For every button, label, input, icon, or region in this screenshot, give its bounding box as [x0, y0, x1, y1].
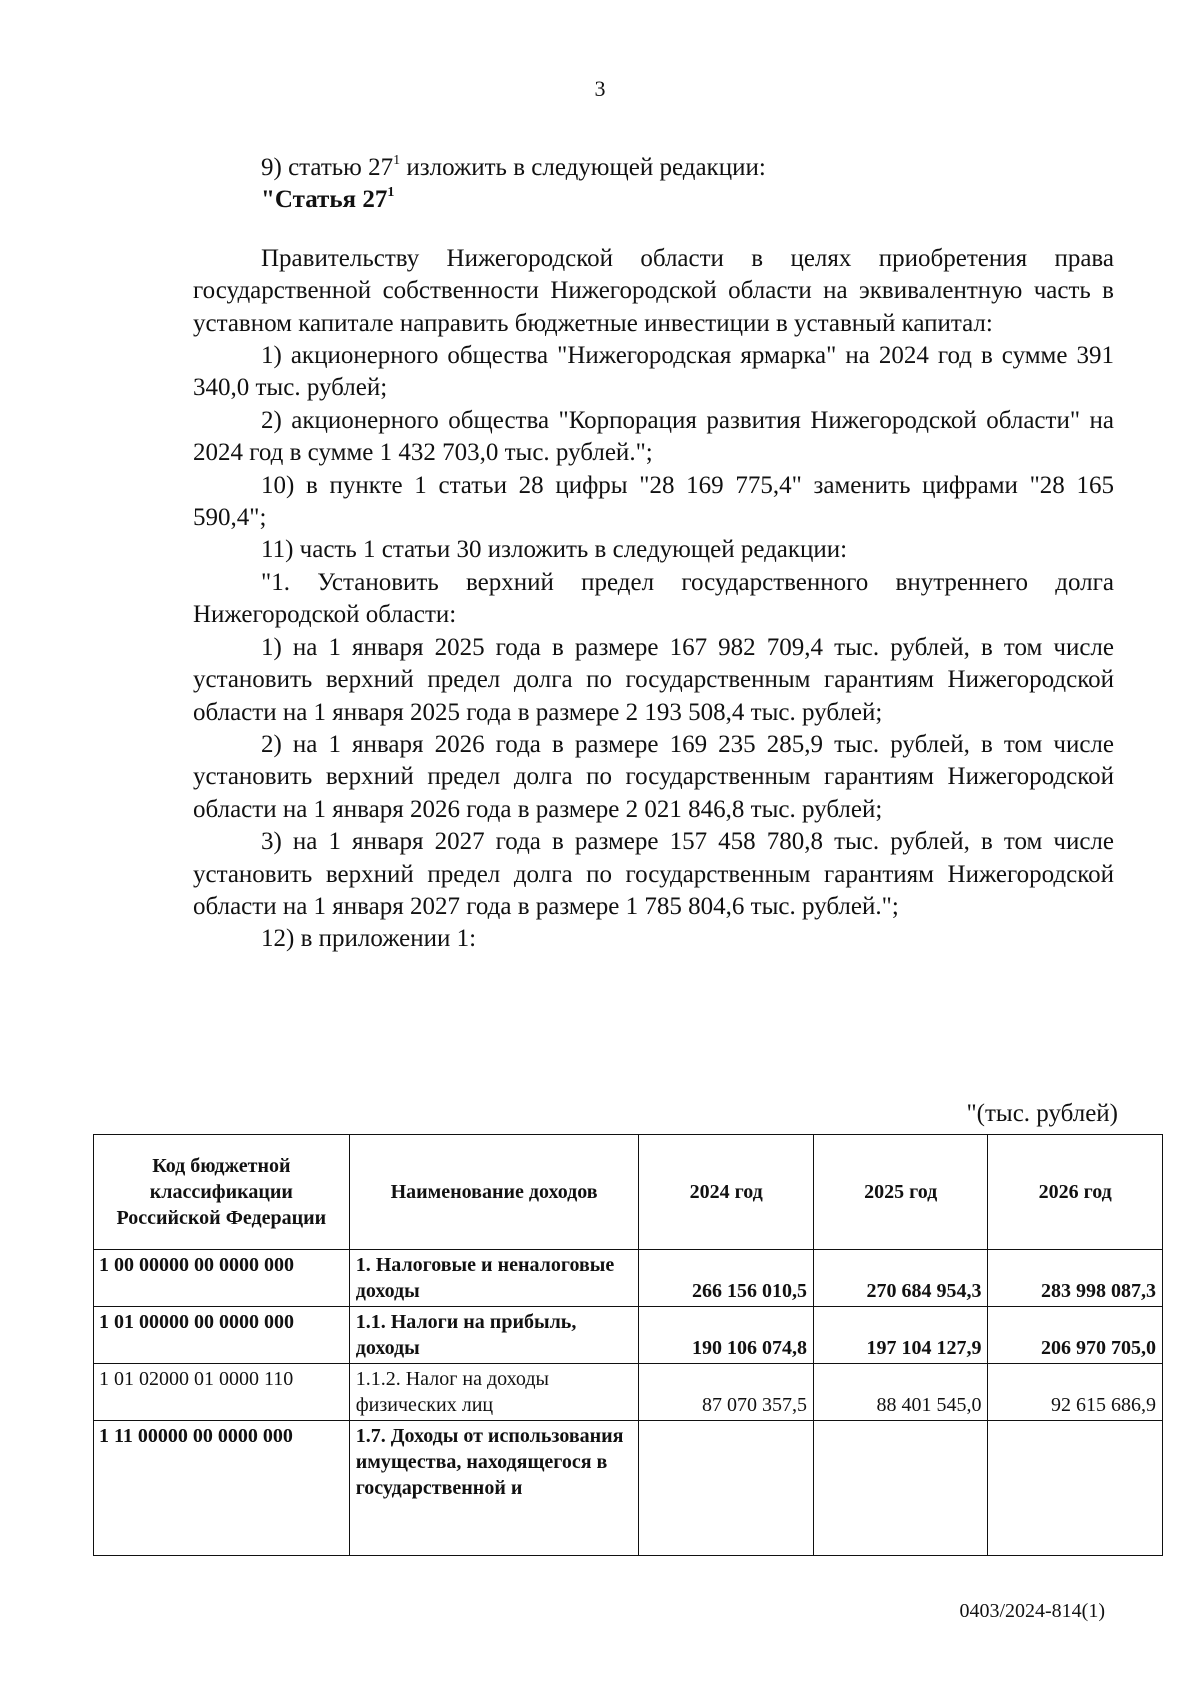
paragraph-text: 3) на 1 января 2027 года в размере 157 458 780,8 тыс. рублей, в том числе установить верхний предел долга по государственным гарантиям Нижегородской области на 1 января 2027 года в размере 1 785 804,6 тыс. рублей."; [193, 828, 1114, 920]
paragraph-text: 1) акционерного общества "Нижегородская ярмарка" на 2024 год в сумме 391 340,0 тыс. рублей; [193, 342, 1114, 402]
table-row [94, 1364, 1163, 1421]
table-row [94, 1421, 1163, 1556]
superscript: 1 [393, 153, 401, 168]
paragraph [193, 567, 1114, 632]
paragraph-text: 10) в пункте 1 статьи 28 цифры "28 169 775,4" заменить цифрами "28 165 590,4"; [193, 471, 1114, 532]
table-row [94, 1307, 1163, 1364]
paragraph-text: 12) в приложении 1: [261, 925, 477, 953]
paragraph [193, 729, 1114, 826]
row-value-2024 [639, 1421, 814, 1556]
row-code: 1 11 00000 00 0000 000 [94, 1421, 350, 1556]
paragraph [193, 534, 1114, 566]
paragraph-gap [193, 217, 1114, 243]
row-code: 1 00 00000 00 0000 000 [94, 1250, 350, 1307]
row-value-2026: 283 998 087,3 [988, 1250, 1163, 1307]
paragraph-text: 11) часть 1 статьи 30 изложить в следующей редакции: [261, 536, 848, 564]
row-code: 1 01 00000 00 0000 000 [94, 1307, 350, 1364]
header-2025: 2025 год [813, 1135, 988, 1250]
paragraph [193, 340, 1114, 405]
row-value-2024: 266 156 010,5 [639, 1250, 814, 1307]
paragraph [193, 243, 1114, 340]
page-number: 3 [594, 76, 606, 101]
paragraph [193, 405, 1114, 470]
header-2024: 2024 год [639, 1135, 814, 1250]
paragraph-text: изложить в следующей редакции: [400, 154, 766, 181]
paragraph [193, 923, 1114, 955]
row-value-2024: 87 070 357,5 [639, 1364, 814, 1421]
document-code: 0403/2024-814(1) [959, 1600, 1105, 1622]
row-value-2025: 197 104 127,9 [813, 1307, 988, 1364]
header-2026: 2026 год [988, 1135, 1163, 1250]
row-value-2025: 270 684 954,3 [813, 1250, 988, 1307]
paragraph-text: 2) акционерного общества "Корпорация развития Нижегородской области" на 2024 год в сумме 1 432 703,0 тыс. рублей."; [193, 406, 1114, 467]
paragraph-text: 2) на 1 января 2026 года в размере 169 235 285,9 тыс. рублей, в том числе установить верхний предел долга по государственным гарантиям Нижегородской области на 1 января 2026 года в размере 2 021 846,8 тыс. рублей; [193, 730, 1114, 823]
row-name: 1.1.2. Налог на доходы физических лиц [349, 1364, 639, 1421]
table-header-row [94, 1135, 1163, 1250]
row-value-2025: 88 401 545,0 [813, 1364, 988, 1421]
header-code: Код бюджетной классификации Российской Федерации [94, 1135, 350, 1250]
units-label: "(тыс. рублей) [966, 1100, 1118, 1127]
row-name: 1.7. Доходы от использования имущества, находящегося в государственной и [349, 1421, 639, 1556]
paragraph [193, 184, 1114, 216]
header-name: Наименование доходов [349, 1135, 639, 1250]
paragraph [193, 826, 1114, 923]
row-value-2026 [988, 1421, 1163, 1556]
paragraph-text: "1. Установить верхний предел государственного внутреннего долга Нижегородской области: [193, 568, 1114, 629]
paragraph [193, 152, 1114, 184]
income-table [93, 1134, 1163, 1556]
paragraph-text: Правительству Нижегородской области в целях приобретения права государственной собственности Нижегородской области на эквивалентную часть в уставном капитале направить бюджетные инвестиции в уставный капитал: [193, 244, 1114, 337]
row-code: 1 01 02000 01 0000 110 [94, 1364, 350, 1421]
row-name: 1. Налоговые и неналоговые доходы [349, 1250, 639, 1307]
row-value-2026: 92 615 686,9 [988, 1364, 1163, 1421]
table-row [94, 1250, 1163, 1307]
paragraph [193, 632, 1114, 729]
row-value-2026: 206 970 705,0 [988, 1307, 1163, 1364]
paragraph-text: 9) статью 27 [261, 154, 394, 181]
paragraph-text: "Статья 27 [261, 186, 388, 214]
row-value-2024: 190 106 074,8 [639, 1307, 814, 1364]
document-body [193, 152, 1114, 956]
row-name: 1.1. Налоги на прибыль, доходы [349, 1307, 639, 1364]
superscript: 1 [387, 185, 395, 201]
row-value-2025 [813, 1421, 988, 1556]
paragraph-text: 1) на 1 января 2025 года в размере 167 982 709,4 тыс. рублей, в том числе установить верхний предел долга по государственным гарантиям Нижегородской области на 1 января 2025 года в размере 2 193 508,4 тыс. рублей; [193, 633, 1114, 726]
paragraph [193, 470, 1114, 535]
